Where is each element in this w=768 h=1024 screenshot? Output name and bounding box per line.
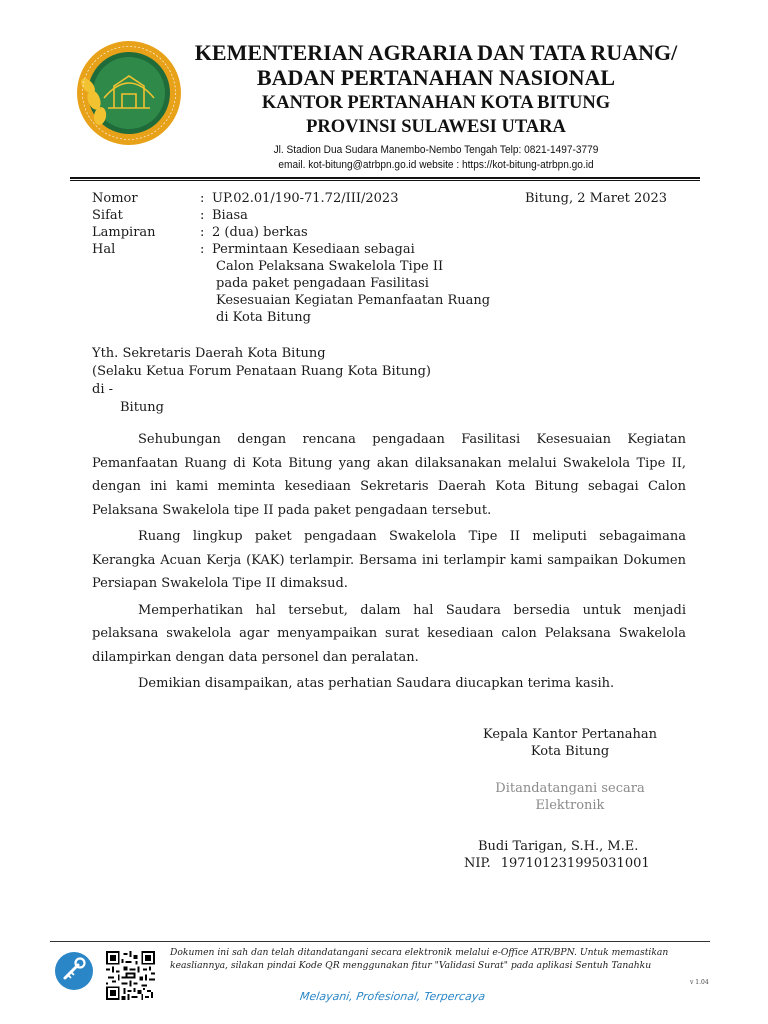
addressee-line: di -	[92, 382, 114, 397]
signer-office: Kota Bitung	[530, 744, 610, 759]
nip-label: NIP.	[464, 856, 491, 871]
body-paragraph: Ruang lingkup paket pengadaan Swakelola Tipe II meliputi sebagaimana Kerangka Acuan Kerja (KAK) terlampir. Bersama ini terlampir kami sampaikan Dokumen Persiapan Swakelola Tipe II dimaksud.	[92, 529, 686, 591]
hal-label: Hal	[92, 242, 116, 257]
signer-name: Budi Tarigan, S.H., M.E.	[478, 839, 639, 854]
hal-line: Calon Pelaksana Swakelola Tipe II	[216, 259, 444, 274]
hal-line: di Kota Bitung	[216, 310, 311, 325]
hal-value	[212, 241, 490, 326]
ministry-name: KEMENTERIAN AGRARIA DAN TATA RUANG/	[194, 40, 678, 65]
office-address: Jl. Stadion Dua Sudara Manembo-Nembo Tengah Telp: 0821-1497-3779	[273, 144, 599, 156]
meta-row-lampiran	[92, 224, 490, 241]
signer-nip	[464, 855, 680, 872]
lampiran-label: Lampiran	[92, 225, 156, 240]
addressee	[92, 345, 431, 417]
meta-row-sifat	[92, 207, 490, 224]
nomor-value: UP.02.01/190-71.72/III/2023	[212, 191, 399, 206]
sifat-label: Sifat	[92, 208, 123, 223]
letter-date: Bitung, 2 Maret 2023	[525, 191, 668, 206]
sentuh-tanahku-icon	[54, 951, 94, 991]
addressee-city: Bitung	[120, 400, 165, 415]
atr-bpn-logo	[74, 38, 184, 148]
electronic-signature-note: Elektronik	[535, 798, 605, 813]
sifat-value: Biasa	[212, 208, 248, 223]
qr-code	[106, 951, 155, 1000]
meta-row-nomor	[92, 190, 490, 207]
signature-block	[460, 726, 680, 872]
lampiran-value: 2 (dua) berkas	[212, 225, 308, 240]
addressee-line: Yth. Sekretaris Daerah Kota Bitung	[92, 346, 326, 361]
signer-position: Kepala Kantor Pertanahan	[482, 727, 658, 742]
colon: :	[200, 208, 205, 223]
letterhead-rule	[70, 177, 700, 179]
province-name: PROVINSI SULAWESI UTARA	[306, 117, 566, 137]
body-paragraph: Sehubungan dengan rencana pengadaan Fasilitasi Kesesuaian Kegiatan Pemanfaatan Ruang di Kota Bitung yang akan dilaksanakan melalui Swakelola Tipe II, dengan ini kami meminta kesediaan Sekretaris Daerah Kota Bitung sebagai Calon Pelaksana Swakelola tipe II pada paket pengadaan tersebut.	[92, 432, 686, 518]
office-contact: email. kot-bitung@atrbpn.go.id website : https://kot-bitung-atrbpn.go.id	[278, 159, 594, 171]
colon: :	[200, 225, 205, 240]
letter-meta	[92, 190, 490, 326]
footer-rule	[50, 941, 710, 942]
hal-line: Kesesuaian Kegiatan Pemanfaatan Ruang	[216, 293, 491, 308]
footer-motto: Melayani, Profesional, Terpercaya	[299, 990, 487, 1003]
electronic-signature-note: Ditandatangani secara	[495, 781, 645, 796]
letterhead	[186, 40, 686, 173]
body-paragraph: Demikian disampaikan, atas perhatian Saudara diucapkan terima kasih.	[138, 676, 615, 691]
footer-validation-note: Dokumen ini sah dan telah ditandatangani secara elektronik melalui e-Office ATR/BPN. Untuk memastikan keasliannya, silakan pindai Kode QR menggunakan fitur "Validasi Surat" pada aplikasi Sentuh Tanahku	[170, 947, 669, 971]
colon: :	[200, 242, 205, 257]
colon: :	[200, 191, 205, 206]
agency-name: BADAN PERTANAHAN NASIONAL	[256, 65, 616, 90]
letterhead-rule-thin	[70, 180, 700, 181]
letter-body	[92, 428, 686, 699]
hal-line: pada paket pengadaan Fasilitasi	[216, 276, 429, 291]
body-paragraph: Memperhatikan hal tersebut, dalam hal Saudara bersedia untuk menjadi pelaksana swakelola agar menyampaikan surat kesediaan calon Pelaksana Swakelola dilampirkan dengan data personel dan peralatan.	[92, 602, 686, 665]
nomor-label: Nomor	[92, 191, 138, 206]
addressee-line: (Selaku Ketua Forum Penataan Ruang Kota Bitung)	[92, 364, 431, 379]
hal-line: Permintaan Kesediaan sebagai	[212, 242, 415, 257]
meta-row-hal	[92, 241, 490, 326]
office-name: KANTOR PERTANAHAN KOTA BITUNG	[261, 93, 611, 113]
version-label: v 1.04	[690, 979, 709, 986]
nip-value: 197101231995031001	[500, 856, 650, 871]
